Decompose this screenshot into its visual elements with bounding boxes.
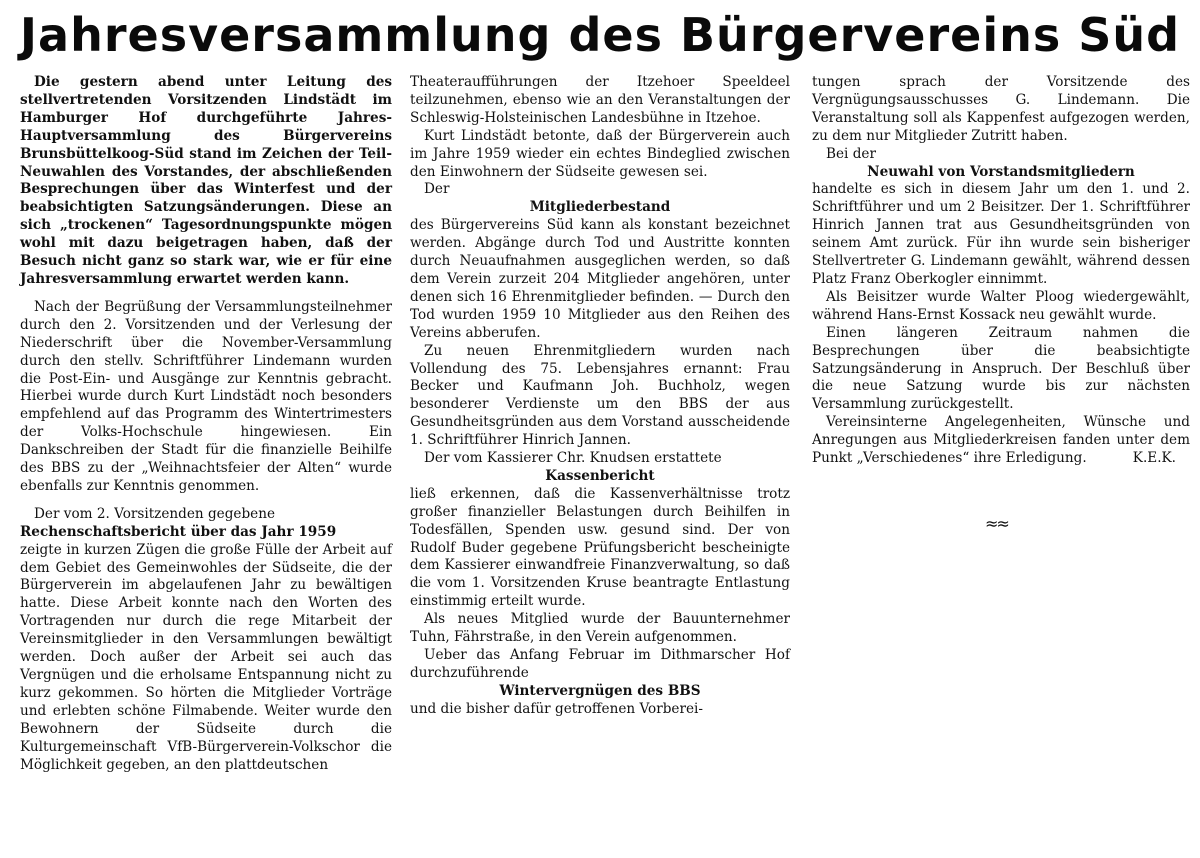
paragraph: tungen sprach der Vorsitzende des Vergnügungsausschusses G. Lindemann. Die Veranstaltung soll als Kappenfest aufgezogen werden, zu dem nur Mitglieder Zutritt haben. [812,74,1190,144]
subheading-neuwahl: Neuwahl von Vorstandsmitgliedern [867,163,1135,180]
paragraph: Als Beisitzer wurde Walter Ploog wiedergewählt, während Hans-Ernst Kossack neu gewählt wurde. [812,288,1190,323]
subheading-wintervergnuegen: Wintervergnügen des BBS [499,682,701,699]
article-column-1 [20,74,392,774]
paragraph: Der vom 2. Vorsitzenden gegebene [34,505,275,522]
subheading-rechenschaftsbericht: Rechenschaftsbericht über das Jahr 1959 [20,523,337,540]
article-headline: Jahresversammlung des Bürgervereins Süd [19,8,1181,62]
author-signature: K.E.K. [1132,450,1176,467]
paragraph: Theateraufführungen der Itzehoer Speeldeel teilzunehmen, ebenso wie an den Veranstaltungen der Schleswig-Holsteinischen Landesbühne in Itzehoe. [410,74,790,126]
paragraph: Der vom Kassierer Chr. Knudsen erstattete [424,450,722,467]
lead-paragraph: Die gestern abend unter Leitung des stellvertretenden Vorsitzenden Lindstädt im Hamburger Hof durchgeführte Jahres-Hauptversammlung des Bürgervereins Brunsbüttelkoog-Süd stand im Zeichen der Teil-Neuwahlen des Vorstandes, der abschließenden Besprechungen über das Winterfest und der beabsichtigten Satzungsänderungen. Diese an sich „trockenen“ Tagesordnungspunkte mögen wohl mit dazu beigetragen haben, daß der Besuch nicht ganz so stark war, wie er für eine Jahresversammlung erwartet werden kann. [20,74,392,287]
paragraph: Kurt Lindstädt betonte, daß der Bürgerverein auch im Jahre 1959 wieder ein echtes Bindeglied zwischen den Einwohnern der Südseite gewesen sei. [410,127,790,180]
paragraph: zeigte in kurzen Zügen die große Fülle der Arbeit auf dem Gebiet des Gemeinwohles der Südseite, die der Bürgerverein im abgelaufenen Jahr zu bewältigen hatte. Diese Arbeit konnte nach den Worten des Vortragenden nur durch die rege Mitarbeit der Vereinsmitglieder in den Versammlungen bewältigt werden. Doch außer der Arbeit sei auch das Vergnügen und die erholsame Entspannung nicht zu kurz gekommen. So hörten die Mitglieder Vorträge und erlebten schöne Filmabende. Weiter wurde den Bewohnern der Südseite durch die Kulturgemeinschaft VfB-Bürgerverein-Volkschor die Möglichkeit gegeben, an den plattdeutschen [20,541,392,773]
end-mark: ≈≈ [985,514,1008,533]
paragraph: des Bürgervereins Süd kann als konstant bezeichnet werden. Abgänge durch Tod und Austritte konnten durch Neuaufnahmen ausgeglichen werden, so daß dem Verein zurzeit 204 Mitglieder angehören, unter denen sich 16 Ehrenmitglieder befinden. — Durch den Tod wurden 1959 10 Mitglieder aus den Reihen des Vereins abberufen. [410,217,790,341]
paragraph: Der [424,181,450,198]
article-column-3 [812,74,1190,468]
paragraph [812,414,1190,468]
paragraph: Bei der [826,145,876,162]
paragraph: Einen längeren Zeitraum nahmen die Besprechungen über die beabsichtigte Satzungsänderung in Anspruch. Der Beschluß über die neue Satzung wurde bis zur nächsten Versammlung zurückgestellt. [812,324,1190,413]
paragraph: und die bisher dafür getroffenen Vorberei- [410,700,703,717]
paragraph: Ueber das Anfang Februar im Dithmarscher Hof durchzuführende [410,647,790,681]
subheading-mitgliederbestand: Mitgliederbestand [529,199,671,216]
paragraph: Als neues Mitglied wurde der Bauunternehmer Tuhn, Fährstraße, in den Verein aufgenommen. [410,611,790,646]
paragraph: Nach der Begrüßung der Versammlungsteilnehmer durch den 2. Vorsitzenden und der Verlesung der Niederschrift über die November-Versammlung durch den stellv. Schriftführer Lindemann wurden die Post-Ein- und Ausgänge zur Kenntnis gebracht. Hierbei wurde durch Kurt Lindstädt noch besonders empfehlend auf das Programm des Wintertrimesters der Volks-Hochschule hingewiesen. Ein Dankschreiben der Stadt für die finanzielle Beihilfe des BBS zu der „Weihnachtsfeier der Alten“ wurde ebenfalls zur Kenntnis genommen. [20,298,392,494]
paragraph: ließ erkennen, daß die Kassenverhältnisse trotz großer finanzieller Belastungen durch Beihilfen in Todesfällen, Spenden usw. gesund sind. Der von Rudolf Buder gegebene Prüfungsbericht bescheinigte dem Kassierer einwandfreie Finanzverwaltung, so daß die vom 1. Vorsitzenden Kruse beantragte Entlastung einstimmig erteilt wurde. [410,485,790,610]
paragraph: handelte es sich in diesem Jahr um den 1. und 2. Schriftführer und um 2 Beisitzer. Der 1. Schriftführer Hinrich Jannen trat aus Gesundheitsgründen von seinem Amt zurück. Für ihn wurde sein bisheriger Stellvertreter G. Lindemann gewählt, während dessen Platz Franz Oberkogler einnimmt. [812,181,1190,287]
subheading-kassenbericht: Kassenbericht [545,467,655,484]
article-column-2 [410,74,790,719]
paragraph: Zu neuen Ehrenmitgliedern wurden nach Vollendung des 75. Lebensjahres ernannt: Frau Becker und Kaufmann Joh. Buchholz, wegen besonderer Verdienste um den BBS der aus Gesundheitsgründen aus dem Vorstand ausscheidende 1. Schriftführer Hinrich Jannen. [410,342,790,449]
closing-text: Vereinsinterne Angelegenheiten, Wünsche und Anregungen aus Mitgliederkreisen fanden unter dem Punkt „Verschiedenes“ ihre Erledigung. [812,414,1190,467]
